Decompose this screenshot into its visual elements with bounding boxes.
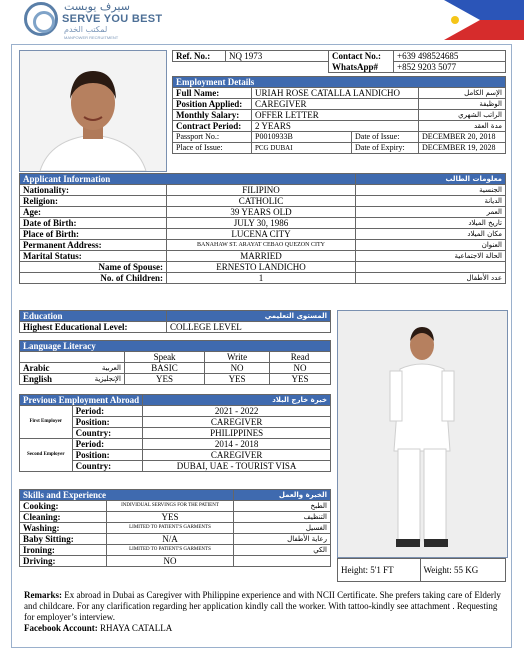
applicant-info-title-arabic: معلومات الطالب bbox=[356, 174, 506, 185]
spouse-value: ERNESTO LANDICHO bbox=[167, 262, 356, 273]
logo-arabic-sub: لمكتب الخدم bbox=[64, 25, 108, 34]
education-label: Highest Educational Level: bbox=[20, 322, 167, 333]
second-position-label: Position: bbox=[72, 450, 143, 461]
place-issue-label: Place of Issue: bbox=[173, 143, 252, 154]
issue-date-value: DECEMBER 20, 2018 bbox=[419, 132, 506, 143]
second-employer-label: Second Employer bbox=[20, 439, 73, 472]
skills-title: Skills and Experience bbox=[20, 490, 234, 501]
arabic-speak: BASIC bbox=[125, 363, 205, 374]
logo-icon bbox=[24, 2, 58, 36]
contract-value: 2 YEARS bbox=[252, 121, 419, 132]
marital-label: Marital Status: bbox=[20, 251, 167, 262]
salary-label: Monthly Salary: bbox=[173, 110, 252, 121]
marital-arabic: الحالة الاجتماعية bbox=[356, 251, 506, 262]
facebook-label: Facebook Account: bbox=[24, 623, 98, 633]
pob-value: LUCENA CITY bbox=[167, 229, 356, 240]
logo-arabic: سيرف يوبست bbox=[64, 0, 130, 13]
ref-value: NQ 1973 bbox=[226, 51, 329, 62]
expiry-value: DECEMBER 19, 2028 bbox=[419, 143, 506, 154]
cleaning-arabic: التنظيف bbox=[234, 512, 331, 523]
contact-label: Contact No.: bbox=[329, 51, 394, 62]
children-arabic: عدد الأطفال bbox=[356, 273, 506, 284]
language-table bbox=[19, 340, 331, 385]
applicant-headshot bbox=[19, 50, 167, 172]
applicant-info-title: Applicant Information bbox=[20, 174, 356, 185]
first-position-label: Position: bbox=[72, 417, 143, 428]
english-label: English bbox=[20, 374, 67, 385]
first-country-label: Country: bbox=[72, 428, 143, 439]
dob-value: JULY 30, 1986 bbox=[167, 218, 356, 229]
applicant-info-table bbox=[19, 173, 506, 284]
address-label: Permanent Address: bbox=[20, 240, 167, 251]
age-label: Age: bbox=[20, 207, 167, 218]
skills-title-arabic: الخبرة والعمل bbox=[234, 490, 331, 501]
whatsapp-label: WhatsApp# bbox=[329, 62, 394, 73]
spouse-label: Name of Spouse: bbox=[20, 262, 167, 273]
education-title-arabic: المستوى التعليمي bbox=[167, 311, 331, 322]
driving-value: NO bbox=[107, 556, 234, 567]
full-name-arabic: الإسم الكامل bbox=[419, 88, 506, 99]
marital-value: MARRIED bbox=[167, 251, 356, 262]
education-title: Education bbox=[20, 311, 167, 322]
remarks-block bbox=[24, 590, 502, 634]
cleaning-label: Cleaning: bbox=[20, 512, 107, 523]
salary-value: OFFER LETTER bbox=[252, 110, 419, 121]
measurements-table bbox=[337, 558, 506, 582]
arabic-label: Arabic bbox=[20, 363, 67, 374]
reference-table bbox=[172, 50, 506, 73]
religion-arabic: الديانة bbox=[356, 196, 506, 207]
passport-value: P0010933B bbox=[252, 132, 352, 143]
arabic-label-ar: العربية bbox=[66, 363, 125, 374]
cleaning-value: YES bbox=[107, 512, 234, 523]
age-value: 39 YEARS OLD bbox=[167, 207, 356, 218]
passport-label: Passport No.: bbox=[173, 132, 252, 143]
remarks-text: Ex abroad in Dubai as Caregiver with Philippine experience and with NCII Certificate. She prefers taking care of Elderly and childcare. For any clarification regarding her application kindly call the worker. With tattoo-kindly see attachment . Requesting for employer’s interview. bbox=[24, 590, 501, 622]
place-issue-value: PCG DUBAI bbox=[252, 143, 352, 154]
pob-label: Place of Birth: bbox=[20, 229, 167, 240]
position-arabic: الوظيفة bbox=[419, 99, 506, 110]
driving-arabic bbox=[234, 556, 331, 567]
cooking-value: INDIVIDUAL SERVINGS FOR THE PATIENT bbox=[107, 501, 234, 512]
children-label: No. of Children: bbox=[20, 273, 167, 284]
skills-table bbox=[19, 489, 331, 567]
first-position-value: CAREGIVER bbox=[143, 417, 331, 428]
full-name-label: Full Name: bbox=[173, 88, 252, 99]
babysitting-label: Baby Sitting: bbox=[20, 534, 107, 545]
dob-arabic: تاريخ الميلاد bbox=[356, 218, 506, 229]
second-country-value: DUBAI, UAE - TOURIST VISA bbox=[143, 461, 331, 472]
washing-arabic: الغسيل bbox=[234, 523, 331, 534]
babysitting-value: N/A bbox=[107, 534, 234, 545]
weight-value: Weight: 55 KG bbox=[420, 559, 506, 582]
position-label: Position Applied: bbox=[173, 99, 252, 110]
religion-value: CATHOLIC bbox=[167, 196, 356, 207]
nationality-label: Nationality: bbox=[20, 185, 167, 196]
cooking-arabic: الطبخ bbox=[234, 501, 331, 512]
language-title: Language Literacy bbox=[20, 341, 331, 352]
ref-label: Ref. No.: bbox=[173, 51, 226, 62]
employment-details-title: Employment Details bbox=[173, 77, 506, 88]
second-country-label: Country: bbox=[72, 461, 143, 472]
previous-employment-title: Previous Employment Abroad bbox=[20, 395, 143, 406]
speak-header: Speak bbox=[125, 352, 205, 363]
height-value: Height: 5'1 FT bbox=[338, 559, 421, 582]
contract-arabic: مدة العقد bbox=[419, 121, 506, 132]
first-employer-label: First Employer bbox=[20, 406, 73, 439]
facebook-value: RHAYA CATALLA bbox=[100, 623, 173, 633]
second-position-value: CAREGIVER bbox=[143, 450, 331, 461]
first-period-label: Period: bbox=[72, 406, 143, 417]
ironing-arabic: الكي bbox=[234, 545, 331, 556]
salary-arabic: الراتب الشهري bbox=[419, 110, 506, 121]
english-write: YES bbox=[205, 374, 270, 385]
contact-value: +639 498524685 bbox=[394, 51, 506, 62]
first-country-value: PHILIPPINES bbox=[143, 428, 331, 439]
second-period-value: 2014 - 2018 bbox=[143, 439, 331, 450]
employment-details-table bbox=[172, 76, 506, 154]
whatsapp-value: +852 9203 5077 bbox=[394, 62, 506, 73]
previous-employment-title-arabic: خبرة خارج البلاد bbox=[143, 395, 331, 406]
philippine-flag-icon bbox=[444, 0, 524, 40]
logo-text: SERVE YOU BEST bbox=[62, 13, 163, 25]
washing-value: LIMITED TO PATIENT'S GARMENTS bbox=[107, 523, 234, 534]
issue-date-label: Date of Issue: bbox=[352, 132, 419, 143]
contract-label: Contract Period: bbox=[173, 121, 252, 132]
write-header: Write bbox=[205, 352, 270, 363]
position-value: CAREGIVER bbox=[252, 99, 419, 110]
ironing-label: Ironing: bbox=[20, 545, 107, 556]
header bbox=[0, 0, 527, 44]
driving-label: Driving: bbox=[20, 556, 107, 567]
remarks-label: Remarks: bbox=[24, 590, 62, 600]
read-header: Read bbox=[270, 352, 331, 363]
logo-subtitle: MANPOWER RECRUITMENT bbox=[64, 35, 119, 40]
previous-employment-table bbox=[19, 394, 331, 472]
cooking-label: Cooking: bbox=[20, 501, 107, 512]
english-label-ar: الإنجليزية bbox=[66, 374, 125, 385]
spouse-arabic bbox=[356, 262, 506, 273]
ironing-value: LIMITED TO PATIENT'S GARMENTS bbox=[107, 545, 234, 556]
dob-label: Date of Birth: bbox=[20, 218, 167, 229]
english-speak: YES bbox=[125, 374, 205, 385]
address-arabic: العنوان bbox=[356, 240, 506, 251]
full-name-value: URIAH ROSE CATALLA LANDICHO bbox=[252, 88, 419, 99]
children-value: 1 bbox=[167, 273, 356, 284]
second-period-label: Period: bbox=[72, 439, 143, 450]
first-period-value: 2021 - 2022 bbox=[143, 406, 331, 417]
washing-label: Washing: bbox=[20, 523, 107, 534]
address-value: BANAHAW ST. ARAYAT CEBAO QUEZON CITY bbox=[167, 240, 356, 251]
education-value: COLLEGE LEVEL bbox=[167, 322, 331, 333]
pob-arabic: مكان الميلاد bbox=[356, 229, 506, 240]
nationality-value: FILIPINO bbox=[167, 185, 356, 196]
babysitting-arabic: رعاية الأطفال bbox=[234, 534, 331, 545]
arabic-read: NO bbox=[270, 363, 331, 374]
applicant-full-body-photo bbox=[337, 310, 508, 558]
age-arabic: العمر bbox=[356, 207, 506, 218]
english-read: YES bbox=[270, 374, 331, 385]
expiry-label: Date of Expiry: bbox=[352, 143, 419, 154]
nationality-arabic: الجنسية bbox=[356, 185, 506, 196]
education-table bbox=[19, 310, 331, 333]
arabic-write: NO bbox=[205, 363, 270, 374]
religion-label: Religion: bbox=[20, 196, 167, 207]
